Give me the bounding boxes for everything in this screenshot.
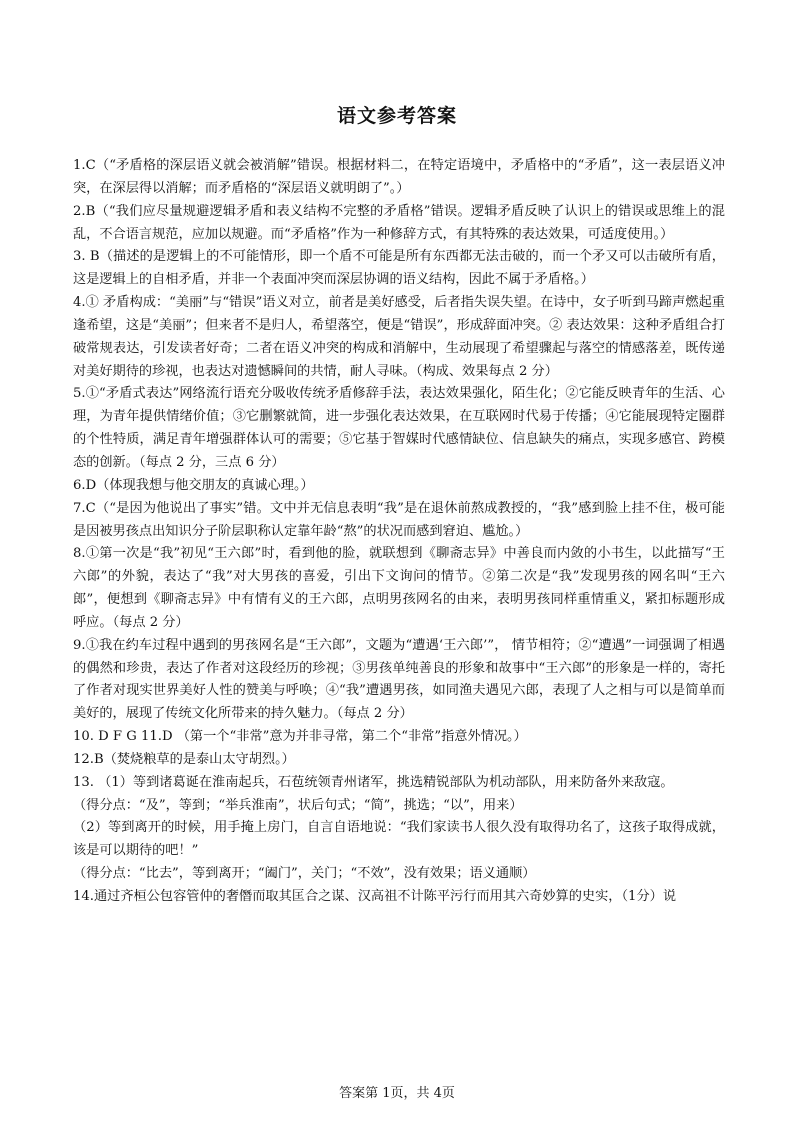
answer-paragraph: 6.D（体现我想与他交朋友的真诚心理。）: [73, 477, 314, 493]
answer-paragraph: 1.C（“矛盾格的深层语义就会被消解”错误。根据材料二，在特定语境中，矛盾格中的“矛盾”，这一表层语义冲突，在深层得以消解；而矛盾格的“深层语义就明朗了”。）: [73, 158, 725, 196]
answer-paragraph: （得分点：“及”，等到；“举兵淮南”，状后句式；“简”，挑选；“以”，用来）: [73, 797, 523, 813]
answer-paragraph: 10. D F G 11.D （第一个“非常”意为并非寻常，第二个“非常”指意外情况。）: [73, 729, 527, 745]
answer-paragraph: （2）等到离开的时候，用手掩上房门，自言自语地说：“我们家读书人很久没有取得功名了，这孩子取得成就，该是可以期待的吧！”: [73, 820, 725, 859]
page-title: 语文参考答案: [336, 105, 457, 127]
answer-paragraph: 9.①我在约车过程中遇到的男孩网名是“王六郎”，文题为“遭遇‘王六郎’”， 情节相符；②“遭遇”一词强调了相遇的偶然和珍贵，表达了作者对这段经历的珍视；③男孩单纯善良的形象和故事中“王六郎”的形象是一样的，寄托了作者对现实世界美好人性的赞美与呼唤；④“我”遭遇男孩，如同渔夫遇见六郎，表现了人之相与可以是简单而美好的，展现了传统文化所带来的持久魅力。（每点 2 分）: [73, 637, 725, 722]
answer-paragraph: 13. （1）等到诸葛诞在淮南起兵，石苞统领青州诸军，挑选精锐部队为机动部队，用来防备外来敌寇。: [73, 774, 674, 790]
answer-paragraph: 4.① 矛盾构成：“美丽”与“错误”语义对立，前者是美好感受，后者指失误失望。在诗中，女子听到马蹄声燃起重逢希望，这是“美丽”；但来者不是归人，希望落空，便是“错误”，形成辞面冲突。② 表达效果：这种矛盾组合打破常规表达，引发读者好奇；二者在语义冲突的构成和消解中，生动展现了希望骤起与落空的情感落差，既传递对美好期待的珍视，也表达对遗憾瞬间的共情，耐人寻味。（构成、效果每点 2 分）: [73, 295, 725, 379]
page-footer: 答案第 1页，共 4页: [339, 1086, 455, 1101]
answer-paragraph: （得分点：“比去”，等到离开；“阖门”，关门；“不效”，没有效果；语义通顺）: [73, 866, 536, 882]
answer-paragraph: 14.通过齐桓公包容管仲的奢僭而取其匡合之谋、汉高祖不计陈平污行而用其六奇妙算的史实，（1分）说: [73, 889, 677, 904]
answer-paragraph: 12.B（焚烧粮草的是泰山太守胡烈。）: [73, 751, 295, 767]
answer-body: [73, 155, 725, 909]
answer-paragraph: 8.①第一次是“我”初见“王六郎”时，看到他的脸，就联想到《聊斋志异》中善良而内敛的小书生，以此描写“王六郎”的外貌，表达了“我”对大男孩的喜爱，引出下文询问的情节。②第二次是“我”发现男孩的网名叫“王六郎”，便想到《聊斋志异》中有情有义的王六郎，点明男孩网名的由来，表明男孩同样重情重义，紧扣标题形成呼应。（每点 2 分）: [73, 546, 725, 630]
answer-paragraph: 2.B（“我们应尽量规避逻辑矛盾和表义结构不完整的矛盾格”错误。逻辑矛盾反映了认识上的错误或思维上的混乱，不合语言规范，应加以规避。而“矛盾格”作为一种修辞方式，有其特殊的表达效果，可适度使用。）: [73, 203, 725, 242]
answer-paragraph: 3. B（描述的是逻辑上的不可能情形，即一个盾不可能是所有东西都无法击破的，而一个矛又可以击破所有盾，这是逻辑上的自相矛盾，并非一个表面冲突而深层协调的语义结构，因此不属于矛盾格。）: [73, 249, 725, 288]
answer-paragraph: 7.C（“是因为他说出了事实”错。文中并无信息表明“我”是在退休前熬成教授的，“我”感到脸上挂不住，极可能是因被男孩点出知识分子阶层职称认定靠年龄“熬”的状况而感到窘迫、尴尬。）: [73, 500, 725, 539]
answer-paragraph: 5.①“矛盾式表达”网络流行语充分吸收传统矛盾修辞手法，表达效果强化，陌生化；②它能反映青年的生活、心理，为青年提供情绪价值；③它删繁就简，进一步强化表达效果，在互联网时代易于传播；④它能展现特定圈群的个性特质，满足青年增强群体认可的需要；⑤它基于智媒时代感情缺位、信息缺失的痛点，实现多感官、跨模态的创新。（每点 2 分，三点 6 分）: [73, 386, 725, 470]
